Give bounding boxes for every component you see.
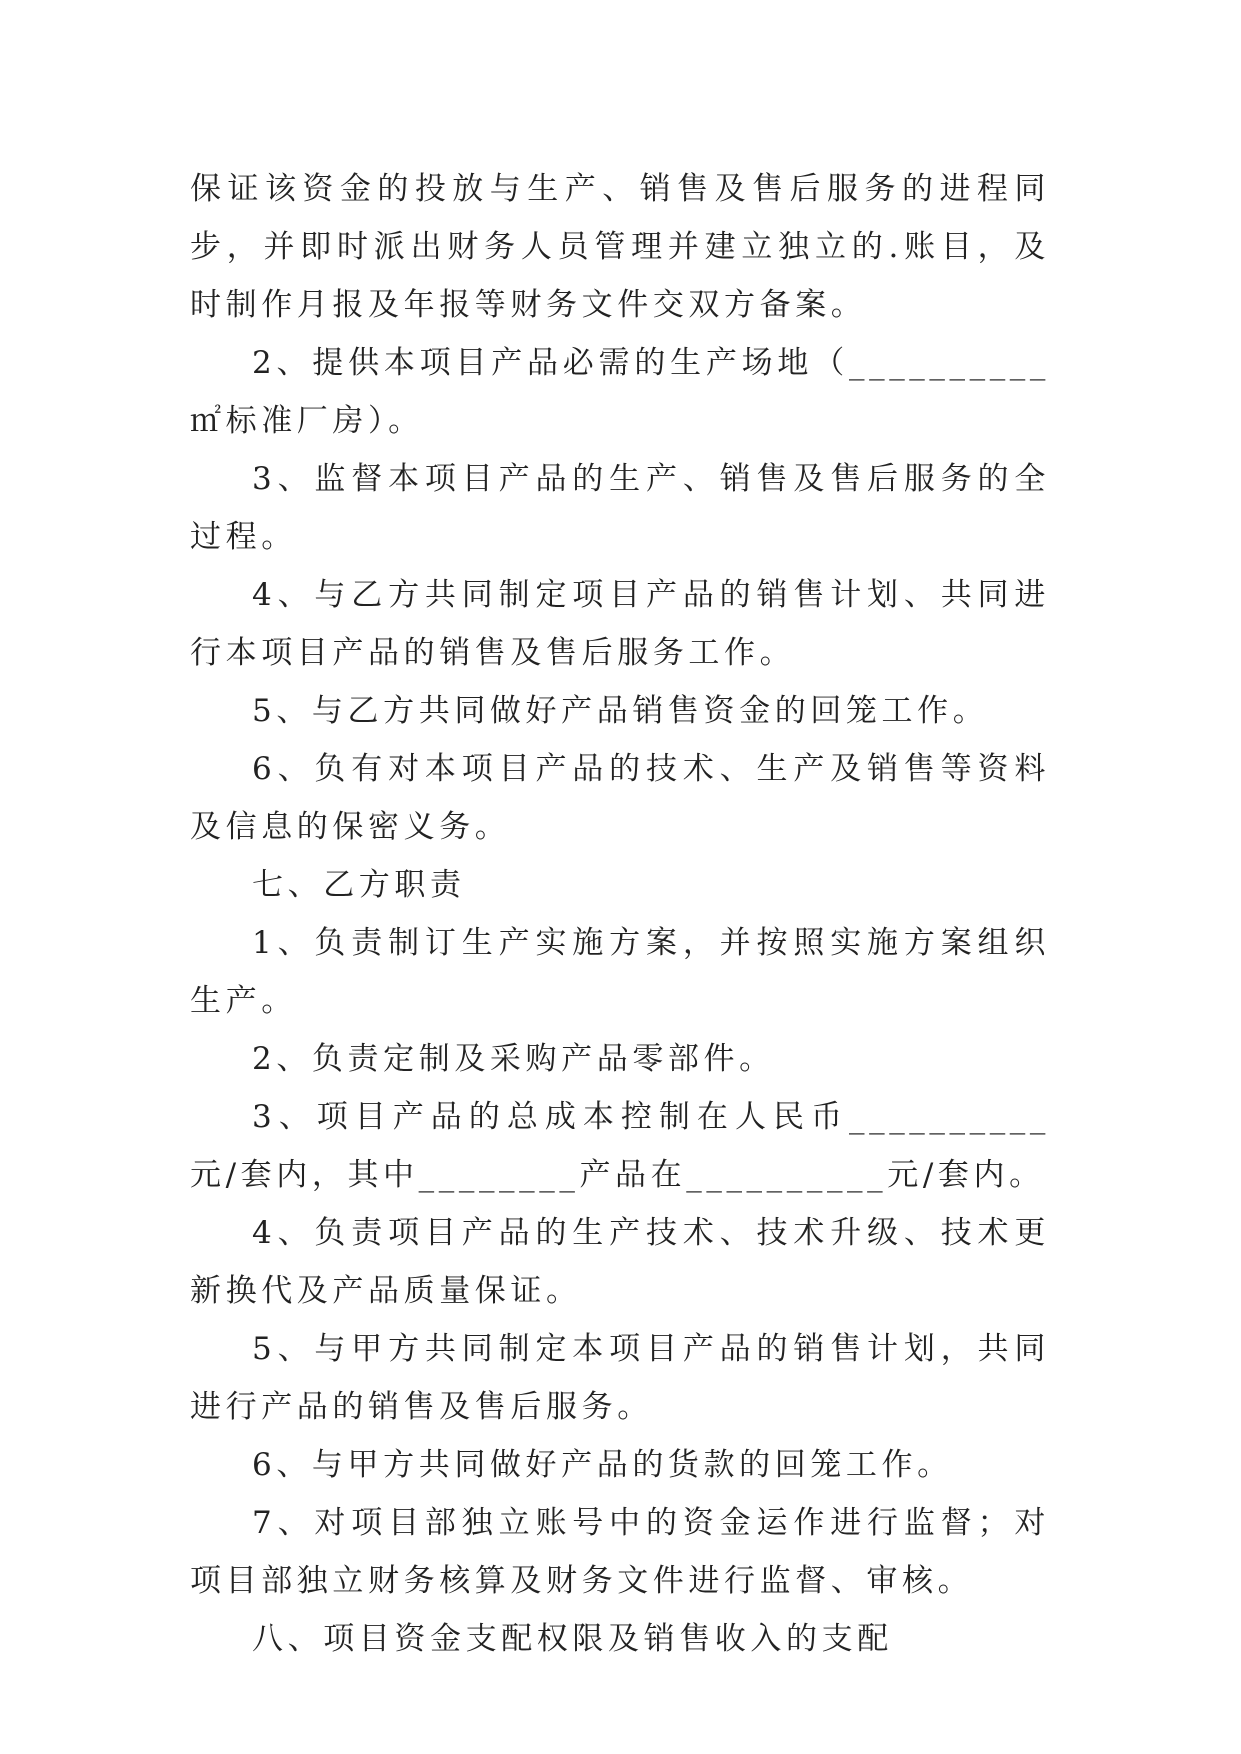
paragraph-item-5-fund-recovery: 5、与乙方共同做好产品销售资金的回笼工作。	[252, 693, 989, 729]
paragraph-b-item-5-sales-plan: 5、与甲方共同制定本项目产品的销售计划，共同进行产品的销售及售后服务。	[190, 1331, 1050, 1425]
paragraph-b-item-4-technology: 4、负责项目产品的生产技术、技术升级、技术更新换代及产品质量保证。	[190, 1215, 1050, 1309]
paragraph-fund-allocation-continued: 保证该资金的投放与生产、销售及售后服务的进程同步，并即时派出财务人员管理并建立独立的.账目，及时制作月报及年报等财务文件交双方备案。	[190, 171, 1050, 323]
paragraph-b-item-7-fund-supervision: 7、对项目部独立账号中的资金运作进行监督；对项目部独立财务核算及财务文件进行监督、审核。	[190, 1505, 1050, 1599]
paragraph-item-4-sales-plan: 4、与乙方共同制定项目产品的销售计划、共同进行本项目产品的销售及售后服务工作。	[190, 577, 1050, 671]
paragraph-item-2-production-site: 2、提供本项目产品必需的生产场地（__________㎡标准厂房）。	[190, 345, 1050, 439]
paragraph-b-item-6-payment-recovery: 6、与甲方共同做好产品的货款的回笼工作。	[252, 1447, 953, 1483]
paragraph-item-6-confidentiality: 6、负有对本项目产品的技术、生产及销售等资料及信息的保密义务。	[190, 751, 1050, 845]
section-heading-party-b-duties: 七、乙方职责	[252, 867, 466, 903]
paragraph-b-item-2-procurement: 2、负责定制及采购产品零部件。	[252, 1041, 775, 1077]
paragraph-item-3-supervision: 3、监督本项目产品的生产、销售及售后服务的全过程。	[190, 461, 1050, 555]
section-heading-fund-authority: 八、项目资金支配权限及销售收入的支配	[252, 1621, 893, 1657]
document-body	[190, 160, 1050, 1668]
paragraph-b-item-3-cost-control: 3、项目产品的总成本控制在人民币__________元/套内，其中________产品在__________元/套内。	[190, 1099, 1050, 1193]
paragraph-b-item-1-production-plan: 1、负责制订生产实施方案，并按照实施方案组织生产。	[190, 925, 1050, 1019]
